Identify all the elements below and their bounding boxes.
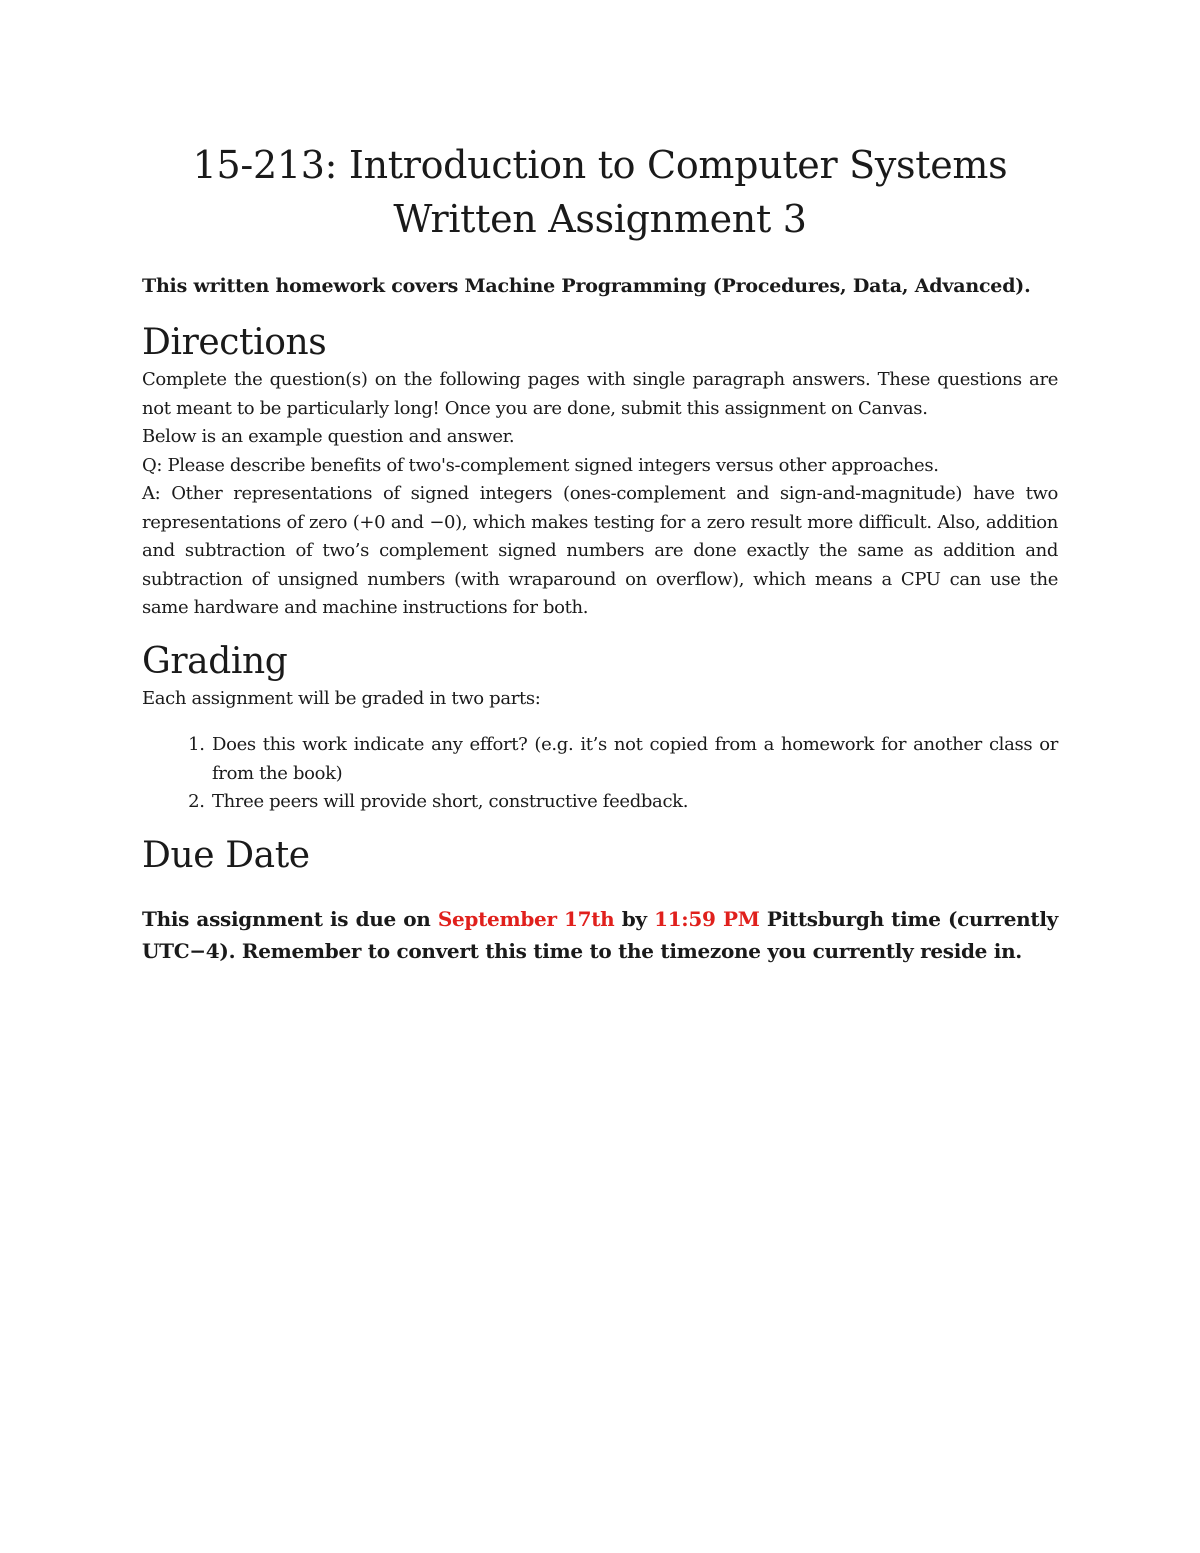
document-title [142,138,1058,246]
due-by: by [614,906,655,931]
due-prefix: This assignment is due on [142,906,438,931]
grading-heading: Grading [142,640,288,682]
due-date-value: September 17th [437,906,615,931]
grading-paragraph: Each assignment will be graded in two parts: [142,687,541,709]
due-time-value: 11:59 PM [654,906,760,931]
document-page [142,138,1058,987]
list-item: 1. Does this work indicate any effort? (e.g. it’s not copied from a homework for another class or from the book) [210,731,1058,788]
due-suffix: Pittsburgh time (currently UTC−4). Remember to convert this time to the timezone you currently reside in. [142,906,1058,963]
intro-text: This written homework covers Machine Programming (Procedures, Data, Advanced). [142,275,1031,297]
title-assignment: Written Assignment 3 [393,197,807,241]
grading-list [142,731,1058,817]
due-date-paragraph [142,903,1058,967]
directions-heading: Directions [142,322,327,363]
example-intro: Below is an example question and answer. [142,426,515,447]
example-question: Q: Please describe benefits of two's-complement signed integers versus other approaches. [142,454,939,476]
directions-paragraph: Complete the question(s) on the following pages with single paragraph answers. These questions are not meant to be particularly long! Once you are done, submit this assignment on Canvas. [142,369,1058,419]
list-item: 2. Three peers will provide short, constructive feedback. [210,788,1058,817]
example-answer: A: Other representations of signed integers (ones-complement and sign-and-magnitude) have two representations of zero (+0 and −0), which makes testing for a zero result more difficult. Also, addition and subtraction of two’s complement signed numbers are done exactly the same as addition and subtraction of unsigned numbers (with wraparound on overflow), which means a CPU can use the same hardware and machine instructions for both. [142,483,1058,618]
title-course: 15-213: Introduction to Computer Systems [192,143,1008,187]
due-date-heading: Due Date [142,834,310,876]
